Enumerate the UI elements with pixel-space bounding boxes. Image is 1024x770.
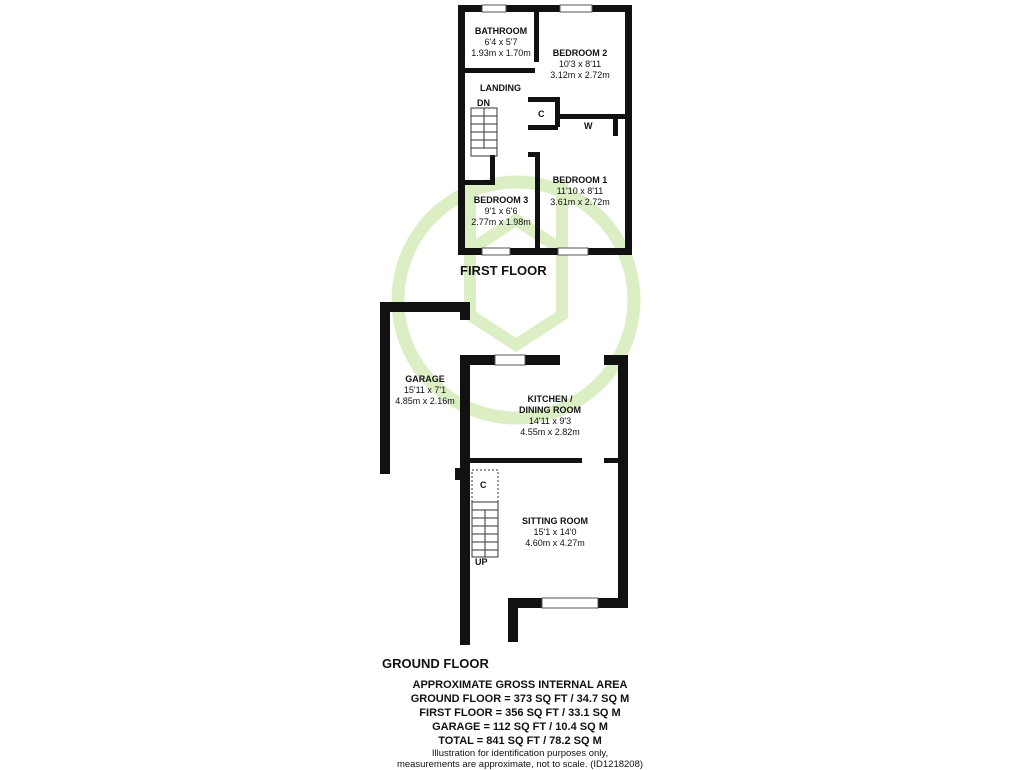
room-metric: 2.77m x 1.98m — [471, 217, 531, 227]
room-imperial: 9'1 x 6'6 — [484, 206, 518, 216]
wardrobe-label: W — [584, 121, 593, 131]
bedroom-2-label — [540, 48, 620, 81]
room-imperial: 15'1 x 14'0 — [533, 527, 577, 537]
area-summary — [380, 678, 660, 770]
area-line-first: FIRST FLOOR = 356 SQ FT / 33.1 SQ M — [419, 707, 621, 719]
area-line-garage: GARAGE = 112 SQ FT / 10.4 SQ M — [432, 721, 608, 733]
area-line-ground: GROUND FLOOR = 373 SQ FT / 34.7 SQ M — [410, 693, 630, 705]
room-imperial: 6'4 x 5'7 — [484, 37, 518, 47]
room-name: BEDROOM 2 — [552, 48, 608, 58]
room-name: SITTING ROOM — [522, 516, 588, 526]
first-floor-stairs — [471, 108, 497, 156]
bedroom-1-label — [540, 175, 620, 208]
bathroom-label — [466, 26, 536, 59]
area-line-total: TOTAL = 841 SQ FT / 78.2 SQ M — [438, 735, 602, 747]
disclaimer-line-1: Illustration for identification purposes only, — [431, 748, 609, 759]
room-metric: 1.93m x 1.70m — [471, 48, 531, 58]
room-metric: 4.60m x 4.27m — [525, 538, 585, 548]
down-stairs-label: DN — [477, 98, 490, 108]
room-imperial: 15'11 x 7'1 — [403, 385, 447, 395]
ground-floor-title: GROUND FLOOR — [382, 656, 489, 671]
bedroom-3-label — [466, 195, 536, 228]
room-metric: 3.61m x 2.72m — [550, 197, 610, 207]
room-metric: 4.85m x 2.16m — [395, 396, 455, 406]
room-name: BEDROOM 1 — [552, 175, 608, 185]
room-imperial: 10'3 x 8'11 — [558, 59, 602, 69]
room-metric: 3.12m x 2.72m — [550, 70, 610, 80]
room-metric: 4.55m x 2.82m — [520, 427, 580, 437]
room-imperial: 11'10 x 8'11 — [556, 186, 604, 196]
first-floor-title: FIRST FLOOR — [460, 263, 547, 278]
room-name: BEDROOM 3 — [473, 195, 529, 205]
kitchen-dining-label — [500, 394, 600, 438]
up-stairs-label: UP — [475, 557, 488, 567]
cupboard-label: C — [538, 109, 545, 119]
room-imperial: 14'11 x 9'3 — [528, 416, 572, 426]
landing-label: LANDING — [480, 83, 521, 93]
sitting-room-label — [505, 516, 605, 549]
room-name: BATHROOM — [474, 26, 528, 36]
room-name: KITCHEN / — [527, 394, 573, 404]
garage-label — [390, 374, 460, 407]
area-title: APPROXIMATE GROSS INTERNAL AREA — [412, 679, 628, 691]
disclaimer-line-2: measurements are approximate, not to scale. (ID1218208) — [396, 759, 644, 770]
room-name-2: DINING ROOM — [519, 405, 581, 415]
room-name: GARAGE — [405, 374, 445, 384]
ground-cupboard-label: C — [480, 480, 487, 490]
